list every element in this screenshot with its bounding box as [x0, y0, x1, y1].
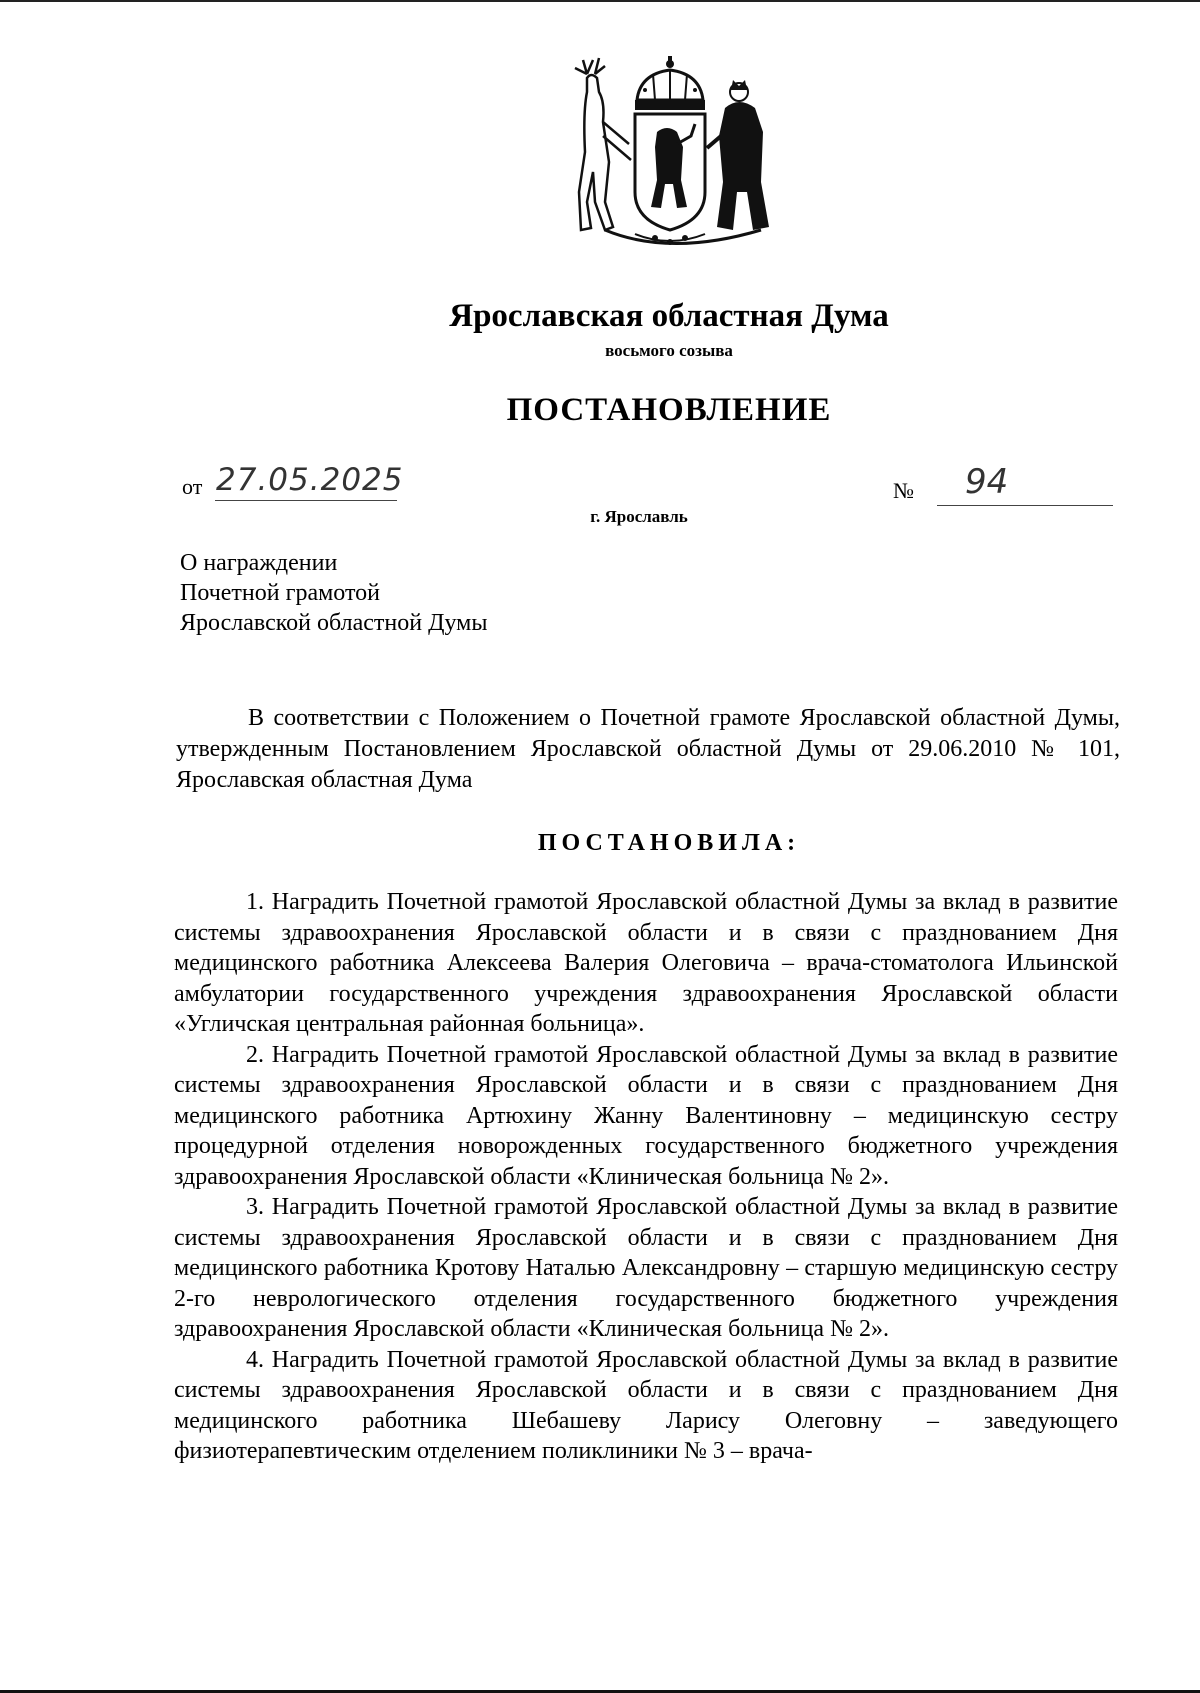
preamble-paragraph: В соответствии с Положением о Почетной грамоте Ярославской областной Думы, утвержденным Постановлением Ярославской областной Думы от 29.06.2010 № 101, Ярославская областная Дума [176, 705, 1120, 793]
document-subject [180, 548, 487, 638]
number-underline [937, 505, 1113, 506]
resolution-items [174, 887, 1118, 1467]
document-type-heading: ПОСТАНОВЛЕНИЕ [506, 392, 832, 428]
resolution-item: 4. Наградить Почетной грамотой Ярославской областной Думы за вклад в развитие системы здравоохранения Ярославской области и в связи с празднованием Дня медицинского работника Шебашеву Ларису Олеговну – заведующего физиотерапевтическим отделением поликлиники № 3 – врача- [174, 1346, 1118, 1464]
handwritten-number: 94 [965, 462, 1009, 502]
coat-of-arms-emblem [565, 52, 795, 252]
document-number [893, 462, 1113, 512]
organization-title: Ярославская областная Дума [449, 298, 889, 334]
number-sign: № [893, 478, 914, 503]
convocation-subtitle: восьмого созыва [605, 341, 733, 360]
top-scan-border [0, 0, 1200, 2]
date-underline [215, 500, 397, 501]
resolved-heading: ПОСТАНОВИЛА: [537, 830, 801, 856]
date-prefix: от [182, 474, 203, 499]
resolution-item: 3. Наградить Почетной грамотой Ярославской областной Думы за вклад в развитие системы здравоохранения Ярославской области и в связи с празднованием Дня медицинского работника Кротову Наталью Александровну – старшую медицинскую сестру 2-го неврологического отделения государственного бюджетного учреждения здравоохранения Ярославской области «Клиническая больница № 2». [174, 1194, 1118, 1342]
handwritten-date: 27.05.2025 [216, 462, 404, 498]
resolution-item: 2. Наградить Почетной грамотой Ярославской областной Думы за вклад в развитие системы здравоохранения Ярославской области и в связи с празднованием Дня медицинского работника Артюхину Жанну Валентиновну – медицинскую сестру процедурной отделения новорожденных государственного бюджетного учреждения здравоохранения Ярославской области «Клиническая больница № 2». [174, 1041, 1118, 1190]
subject-line: Ярославской областной Думы [180, 610, 488, 636]
resolution-item: 1. Наградить Почетной грамотой Ярославской областной Думы за вклад в развитие системы здравоохранения Ярославской области и в связи с празднованием Дня медицинского работника Алексеева Валерия Олеговича – врача-стоматолога Ильинской амбулатории государственного учреждения здравоохранения Ярославской области «Угличская центральная районная больница». [174, 889, 1118, 1037]
subject-line: О награждении [180, 550, 338, 576]
subject-line: Почетной грамотой [180, 580, 380, 606]
city-label: г. Ярославль [590, 507, 688, 526]
